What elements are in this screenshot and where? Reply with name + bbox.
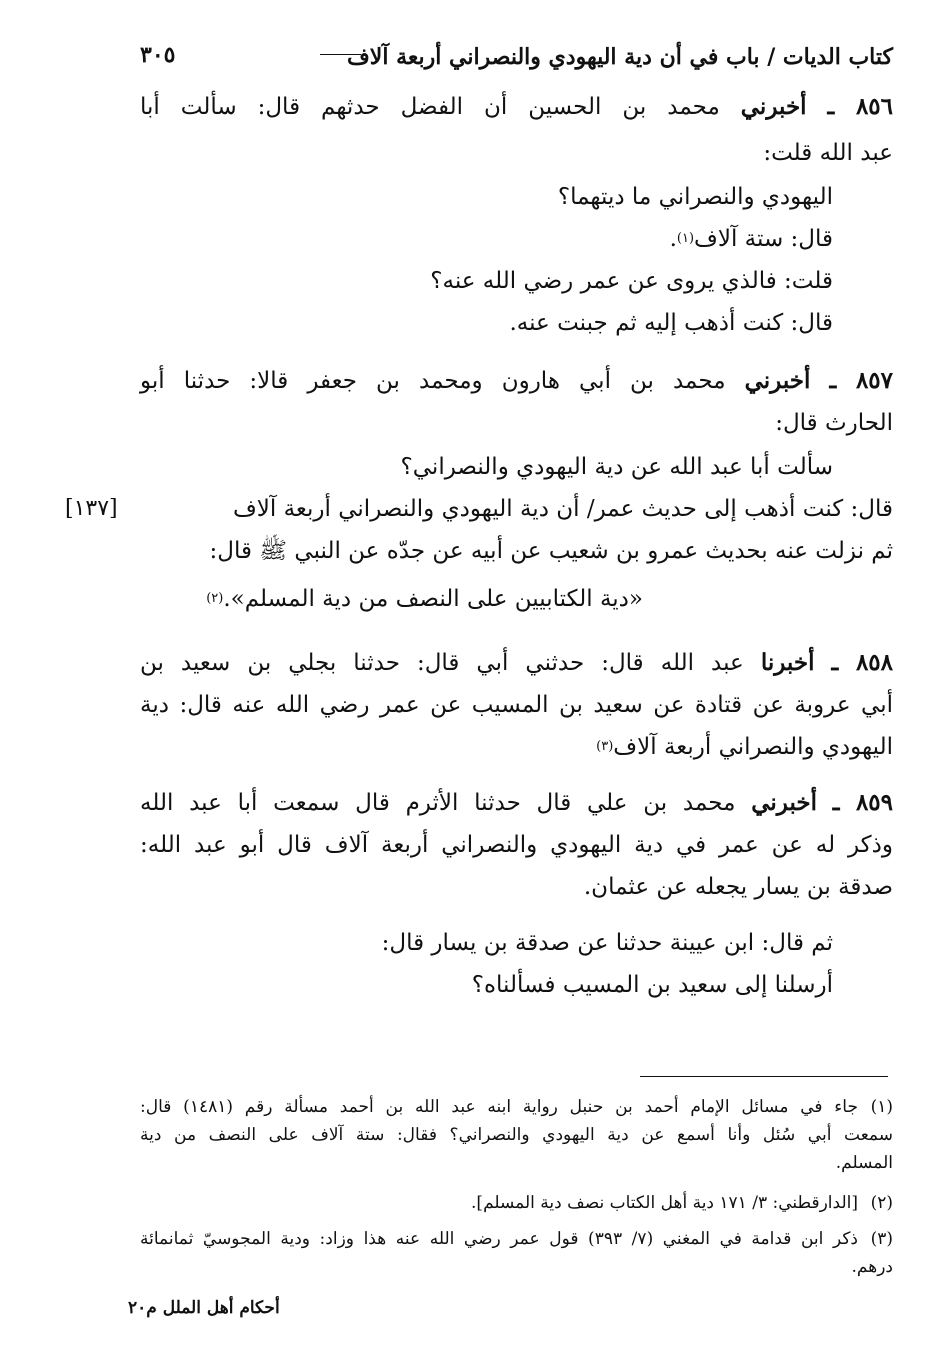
entry-858-line-3 <box>596 730 893 764</box>
entry-keyword: أخبرني <box>740 93 807 120</box>
entry-text: محمد بن الحسين أن الفضل حدثهم قال: سألت أبا <box>140 94 720 120</box>
entry-856-question-1: اليهودي والنصراني ما ديتهما؟ <box>557 184 833 210</box>
signature-mark: أحكام أهل الملل م٢٠ <box>128 1298 280 1318</box>
entry-856-answer-1 <box>670 222 833 256</box>
entry-857-line-3: ثم نزلت عنه بحديث عمرو بن شعيب عن أبيه عن جدّه عن النبي ﷺ قال: <box>209 538 893 564</box>
page-header <box>140 38 893 78</box>
entry-856-answer-2: قال: كنت أذهب إليه ثم جبنت عنه. <box>509 310 833 336</box>
quote-text: «دية الكتابيين على النصف من دية المسلم». <box>223 586 643 612</box>
footnote-ref: (١) <box>676 231 695 246</box>
footnote-2-marker: (٢) <box>870 1193 893 1213</box>
entry-859-line-3: صدقة بن يسار يجعله عن عثمان. <box>583 874 893 900</box>
entry-keyword: أخبرني <box>751 789 818 816</box>
answer-text: قال: ستة آلاف <box>694 226 833 252</box>
entry-856-line-2: عبد الله قلت: <box>763 140 893 166</box>
line-text: اليهودي والنصراني أربعة آلاف <box>613 734 893 760</box>
entry-856-question-2: قلت: فالذي يروى عن عمر رضي الله عنه؟ <box>430 268 833 294</box>
entry-number: ٨٥٨ ـ <box>831 649 893 676</box>
footnote-rule <box>640 1076 888 1077</box>
running-title: كتاب الديات / باب في أن دية اليهودي والنصراني أربعة آلاف <box>346 44 893 70</box>
entry-text: محمد بن أبي هارون ومحمد بن جعفر قالا: حدثنا أبو <box>140 368 726 394</box>
entry-857-answer-1: قال: كنت أذهب إلى حديث عمر/ أن دية اليهودي والنصراني أربعة آلاف <box>232 496 893 522</box>
entry-859-line-5: أرسلنا إلى سعيد بن المسيب فسألناه؟ <box>471 972 833 998</box>
entry-858-line-2: أبي عروبة عن قتادة عن سعيد بن المسيب عن عمر رضي الله عنه قال: دية <box>140 692 893 718</box>
footnote-ref: (٢) <box>206 591 224 606</box>
entry-857-line-2: الحارث قال: <box>775 410 893 436</box>
footnote-ref: (٣) <box>596 739 614 754</box>
entry-859-line-1 <box>140 786 893 820</box>
footnote-3-line-1: ذكر ابن قدامة في المغني (٧/ ٣٩٣) قول عمر رضي الله عنه هذا وزاد: ودية المجوسيّ ثمانمائة <box>140 1229 859 1249</box>
entry-858-line-1 <box>140 646 893 680</box>
answer-end: . <box>669 226 677 252</box>
page-number: ٣٠٥ <box>140 42 176 68</box>
footnote-3-marker: (٣) <box>870 1229 893 1249</box>
entry-number: ٨٥٧ ـ <box>829 367 894 394</box>
header-rule <box>320 54 361 55</box>
entry-number: ٨٥٩ ـ <box>832 789 894 816</box>
footnote-1-line-2: سمعت أبي سُئل وأنا أسمع عن دية اليهودي والنصراني؟ فقال: ستة آلاف على النصف من دية <box>140 1125 893 1145</box>
entry-859-line-2: وذكر له عن عمر في دية اليهودي والنصراني أربعة آلاف قال أبو عبد الله: <box>140 832 893 858</box>
entry-keyword: أخبرني <box>744 367 811 394</box>
entry-857-line-1 <box>140 364 893 398</box>
footnote-2-line-1: [الدارقطني: ٣/ ١٧١ دية أهل الكتاب نصف دية المسلم]. <box>471 1193 858 1213</box>
entry-text: عبد الله قال: حدثني أبي قال: حدثنا بجلي بن سعيد بن <box>140 650 744 676</box>
entry-number: ٨٥٦ ـ <box>827 93 894 120</box>
footnote-1-marker: (١) <box>870 1097 893 1117</box>
entry-857-hadith-quote <box>206 582 643 616</box>
footnote-1-line-3: المسلم. <box>835 1153 893 1173</box>
entry-text: محمد بن علي قال حدثنا الأثرم قال سمعت أبا عبد الله <box>140 790 736 816</box>
footnote-1-line-1: جاء في مسائل الإمام أحمد بن حنبل رواية ابنه عبد الله بن أحمد مسألة رقم (١٤٨١) قال: <box>140 1097 858 1117</box>
footnote-3-line-2: درهم. <box>851 1257 893 1277</box>
entry-keyword: أخبرنا <box>760 649 815 676</box>
entry-857-question-1: سألت أبا عبد الله عن دية اليهودي والنصراني؟ <box>400 454 833 480</box>
margin-reference: [١٣٧] <box>65 496 118 521</box>
entry-859-line-4: ثم قال: ابن عيينة حدثنا عن صدقة بن يسار قال: <box>381 930 833 956</box>
entry-856-line-1 <box>140 90 893 124</box>
